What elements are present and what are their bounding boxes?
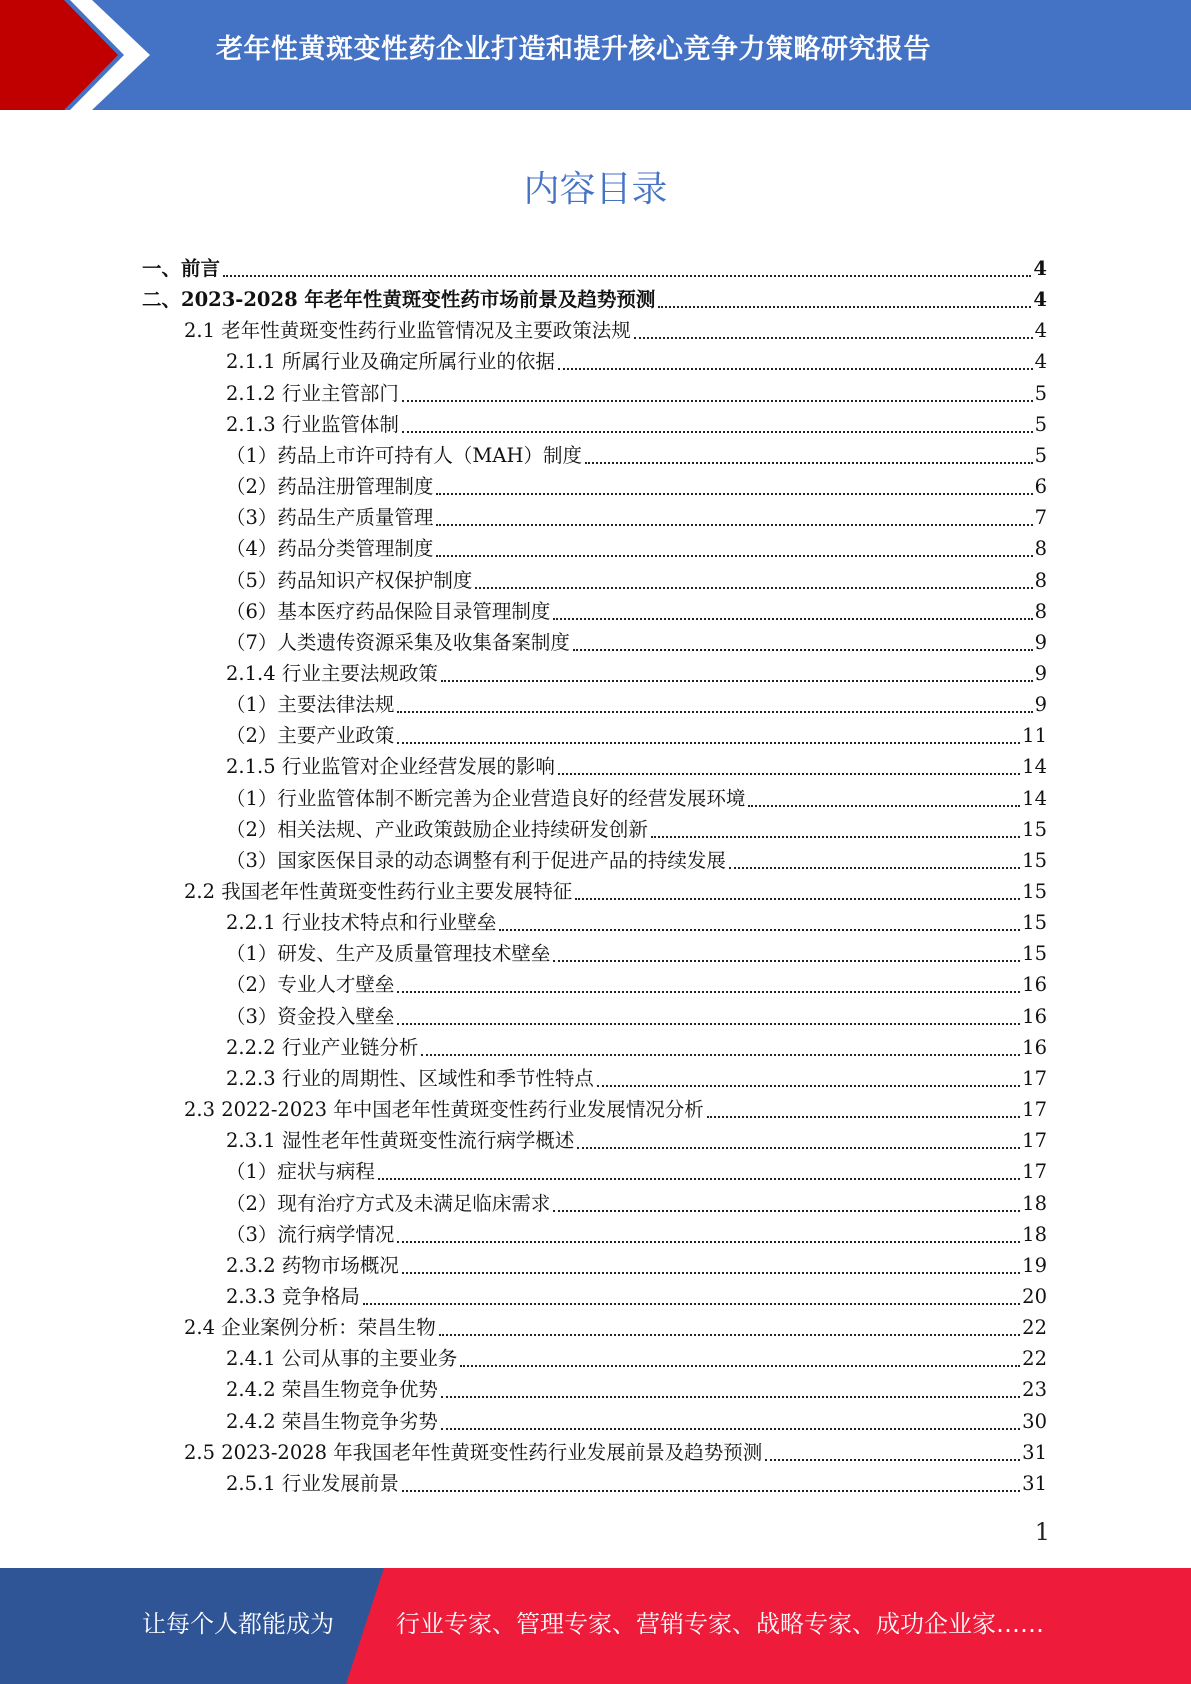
toc-entry[interactable] — [226, 1250, 1047, 1281]
toc-entry[interactable] — [226, 502, 1047, 533]
toc-entry-page: 7 — [1034, 506, 1047, 530]
toc-entry-page: 30 — [1022, 1409, 1047, 1433]
toc-entry[interactable] — [226, 1406, 1047, 1437]
footer-slogan-left: 让每个人都能成为 — [142, 1610, 334, 1638]
toc-entry[interactable] — [226, 1063, 1047, 1094]
toc-entry-page: 11 — [1022, 724, 1047, 748]
toc-entry-title: 一、前言 — [142, 257, 221, 280]
toc-leader-dots — [421, 1054, 1020, 1056]
toc-leader-dots — [223, 275, 1031, 277]
toc-entry-page: 20 — [1022, 1284, 1047, 1308]
toc-leader-dots — [436, 524, 1032, 526]
toc-leader-dots — [397, 742, 1020, 744]
toc-entry[interactable] — [226, 1188, 1047, 1219]
toc-leader-dots — [460, 1365, 1020, 1367]
toc-entry-page: 5 — [1034, 443, 1047, 467]
toc-entry-title: （2）相关法规、产业政策鼓励企业持续研发创新 — [226, 817, 648, 841]
toc-entry-title: 2.1 老年性黄斑变性药行业监管情况及主要政策法规 — [184, 319, 631, 343]
toc-entry[interactable] — [226, 845, 1047, 876]
toc-entry-title: （7）人类遗传资源采集及收集备案制度 — [226, 630, 570, 654]
toc-leader-dots — [558, 773, 1020, 775]
toc-entry[interactable] — [226, 1374, 1047, 1405]
toc-leader-dots — [729, 867, 1020, 869]
toc-entry-title: 2.4.2 荣昌生物竞争优势 — [226, 1378, 438, 1402]
toc-leader-dots — [441, 1396, 1020, 1398]
toc-heading: 内容目录 — [523, 169, 668, 210]
toc-leader-dots — [436, 555, 1032, 557]
toc-entry-title: （5）药品知识产权保护制度 — [226, 568, 473, 592]
toc-entry-page: 6 — [1034, 475, 1047, 499]
toc-entry-title: （1）研发、生产及质量管理技术壁垒 — [226, 942, 551, 966]
toc-entry-title: （2）主要产业政策 — [226, 724, 395, 748]
toc-entry[interactable] — [226, 346, 1047, 377]
toc-entry-page: 9 — [1034, 630, 1047, 654]
toc-entry-title: （3）药品生产质量管理 — [226, 506, 434, 530]
toc-entry-title: （2）现有治疗方式及未满足临床需求 — [226, 1191, 551, 1215]
toc-entry[interactable] — [226, 969, 1047, 1000]
toc-entry-page: 23 — [1022, 1378, 1047, 1402]
toc-leader-dots — [707, 1116, 1020, 1118]
header-bar — [0, 0, 1191, 110]
toc-leader-dots — [558, 368, 1033, 370]
toc-leader-dots — [553, 1210, 1020, 1212]
toc-entry-page: 14 — [1022, 755, 1047, 779]
toc-entry[interactable] — [184, 315, 1047, 346]
toc-entry[interactable] — [226, 1219, 1047, 1250]
toc-entry-page: 15 — [1022, 911, 1047, 935]
toc-entry[interactable] — [226, 440, 1047, 471]
toc-leader-dots — [441, 1428, 1020, 1430]
toc-entry-page: 14 — [1022, 786, 1047, 810]
toc-entry-page: 17 — [1022, 1098, 1047, 1122]
toc-entry-page: 4 — [1033, 288, 1047, 312]
toc-entry-title: 2.1.3 行业监管体制 — [226, 412, 399, 436]
toc-leader-dots — [397, 1241, 1020, 1243]
toc-entry-page: 9 — [1034, 661, 1047, 685]
toc-entry-page: 5 — [1034, 412, 1047, 436]
toc-entry-title: （2）药品注册管理制度 — [226, 475, 434, 499]
toc-entry-page: 15 — [1022, 817, 1047, 841]
toc-entry[interactable] — [226, 533, 1047, 564]
toc-leader-dots — [499, 929, 1020, 931]
toc-entry-title: 2.4 企业案例分析：荣昌生物 — [184, 1316, 436, 1340]
toc-entry-title: 2.3.2 药物市场概况 — [226, 1253, 399, 1277]
toc-entry[interactable] — [226, 751, 1047, 782]
toc-leader-dots — [436, 493, 1032, 495]
toc-entry-title: （1）症状与病程 — [226, 1160, 375, 1184]
toc-entry-page: 17 — [1022, 1160, 1047, 1184]
toc-entry-page: 5 — [1034, 381, 1047, 405]
toc-entry-title: （3）国家医保目录的动态调整有利于促进产品的持续发展 — [226, 848, 726, 872]
toc-entry[interactable] — [142, 253, 1047, 284]
toc-entry-page: 17 — [1022, 1066, 1047, 1090]
toc-entry[interactable] — [226, 938, 1047, 969]
page-number: 1 — [1034, 1518, 1050, 1546]
toc-entry[interactable] — [226, 814, 1047, 845]
toc-entry[interactable] — [226, 471, 1047, 502]
toc-entry-title: （1）行业监管体制不断完善为企业营造良好的经营发展环境 — [226, 786, 746, 810]
toc-entry-page: 9 — [1034, 693, 1047, 717]
toc-leader-dots — [577, 1147, 1020, 1149]
toc-entry[interactable] — [226, 596, 1047, 627]
toc-entry[interactable] — [226, 565, 1047, 596]
toc-entry-page: 19 — [1022, 1253, 1047, 1277]
toc-leader-dots — [634, 337, 1033, 339]
toc-entry[interactable] — [226, 1281, 1047, 1312]
toc-entry-title: （1）药品上市许可持有人（MAH）制度 — [226, 443, 582, 467]
toc-entry-title: 2.1.5 行业监管对企业经营发展的影响 — [226, 755, 555, 779]
toc-leader-dots — [402, 1272, 1020, 1274]
toc-entry-page: 15 — [1022, 942, 1047, 966]
toc-leader-dots — [475, 587, 1032, 589]
toc-entry-title: （6）基本医疗药品保险目录管理制度 — [226, 599, 551, 623]
toc-entry-title: 2.1.2 行业主管部门 — [226, 381, 399, 405]
toc-leader-dots — [397, 711, 1032, 713]
toc-leader-dots — [553, 960, 1020, 962]
toc-entry[interactable] — [226, 658, 1047, 689]
toc-entry-title: 二、2023-2028 年老年性黄斑变性药市场前景及趋势预测 — [142, 288, 656, 312]
toc-leader-dots — [439, 1334, 1020, 1336]
toc-leader-dots — [397, 991, 1020, 993]
toc-entry[interactable] — [226, 1032, 1047, 1063]
toc-entry-title: 2.4.1 公司从事的主要业务 — [226, 1347, 458, 1371]
toc-leader-dots — [573, 649, 1033, 651]
toc-entry-page: 16 — [1022, 1035, 1047, 1059]
toc-leader-dots — [402, 400, 1033, 402]
toc-entry[interactable] — [142, 284, 1047, 315]
toc-entry-title: 2.5.1 行业发展前景 — [226, 1471, 399, 1495]
toc-entry[interactable] — [226, 1125, 1047, 1156]
toc-entry-page: 16 — [1022, 973, 1047, 997]
toc-entry-page: 4 — [1033, 257, 1047, 280]
toc-leader-dots — [397, 1023, 1020, 1025]
toc-entry-title: 2.2.2 行业产业链分析 — [226, 1035, 419, 1059]
toc-entry[interactable] — [184, 1312, 1047, 1343]
toc-leader-dots — [575, 898, 1020, 900]
footer-bar — [0, 1568, 1191, 1684]
toc-entry[interactable] — [184, 1094, 1047, 1125]
toc-entry-title: 2.4.2 荣昌生物竞争劣势 — [226, 1409, 438, 1433]
toc-leader-dots — [553, 618, 1032, 620]
toc-entry-page: 16 — [1022, 1004, 1047, 1028]
toc-entry[interactable] — [226, 1343, 1047, 1374]
toc-leader-dots — [651, 836, 1020, 838]
toc-entry[interactable] — [184, 1437, 1047, 1468]
toc-leader-dots — [378, 1178, 1020, 1180]
toc-entry-page: 4 — [1034, 319, 1047, 343]
toc-entry-title: 2.2.3 行业的周期性、区域性和季节性特点 — [226, 1066, 594, 1090]
toc-entry-page: 31 — [1022, 1471, 1047, 1495]
toc-entry-page: 17 — [1022, 1129, 1047, 1153]
toc-leader-dots — [658, 306, 1031, 308]
toc-entry-title: 2.3.1 湿性老年性黄斑变性流行病学概述 — [226, 1129, 575, 1153]
toc-entry[interactable] — [184, 876, 1047, 907]
toc-entry[interactable] — [226, 409, 1047, 440]
toc-leader-dots — [585, 462, 1033, 464]
footer-slogan-right: 行业专家、管理专家、营销专家、战略专家、成功企业家…… — [396, 1610, 1044, 1638]
toc-entry-page: 22 — [1022, 1347, 1047, 1371]
toc-entry-title: 2.3.3 竞争格局 — [226, 1284, 360, 1308]
toc-entry-title: （1）主要法律法规 — [226, 693, 395, 717]
toc-entry-title: 2.1.4 行业主要法规政策 — [226, 661, 438, 685]
toc-entry-title: 2.1.1 所属行业及确定所属行业的依据 — [226, 350, 555, 374]
toc-entry[interactable] — [226, 720, 1047, 751]
toc-entry[interactable] — [226, 1468, 1047, 1499]
toc-entry-title: （2）专业人才壁垒 — [226, 973, 395, 997]
toc-entry-title: 2.2 我国老年性黄斑变性药行业主要发展特征 — [184, 880, 573, 903]
toc-entry[interactable] — [226, 907, 1047, 938]
toc-leader-dots — [363, 1303, 1020, 1305]
toc-entry[interactable] — [226, 689, 1047, 720]
toc-entry-page: 8 — [1034, 568, 1047, 592]
toc-entry-page: 15 — [1022, 848, 1047, 872]
toc-entry[interactable] — [226, 1156, 1047, 1187]
toc-entry-page: 8 — [1034, 599, 1047, 623]
toc-entry[interactable] — [226, 783, 1047, 814]
toc-leader-dots — [441, 680, 1033, 682]
toc-entry-title: （3）流行病学情况 — [226, 1222, 395, 1246]
toc-entry-title: （4）药品分类管理制度 — [226, 537, 434, 561]
toc-leader-dots — [748, 805, 1020, 807]
toc-entry-title: 2.2.1 行业技术特点和行业壁垒 — [226, 911, 497, 935]
toc-leader-dots — [402, 431, 1033, 433]
toc-entry[interactable] — [226, 378, 1047, 409]
toc-entry-page: 18 — [1022, 1191, 1047, 1215]
toc-leader-dots — [597, 1085, 1020, 1087]
toc-entry-page: 22 — [1022, 1316, 1047, 1340]
toc-entry-page: 18 — [1022, 1222, 1047, 1246]
toc-entry[interactable] — [226, 1001, 1047, 1032]
toc-leader-dots — [402, 1490, 1020, 1492]
toc-entry-page: 15 — [1022, 880, 1047, 903]
toc-leader-dots — [765, 1459, 1020, 1461]
toc-entry-title: 2.5 2023-2028 年我国老年性黄斑变性药行业发展前景及趋势预测 — [184, 1440, 763, 1464]
report-title: 老年性黄斑变性药企业打造和提升核心竞争力策略研究报告 — [216, 34, 931, 65]
toc-entry-page: 8 — [1034, 537, 1047, 561]
toc-entry[interactable] — [226, 627, 1047, 658]
toc-entry-page: 4 — [1034, 350, 1047, 374]
toc-entry-page: 31 — [1022, 1440, 1047, 1464]
toc-entry-title: 2.3 2022-2023 年中国老年性黄斑变性药行业发展情况分析 — [184, 1098, 704, 1122]
toc-entry-title: （3）资金投入壁垒 — [226, 1004, 395, 1028]
